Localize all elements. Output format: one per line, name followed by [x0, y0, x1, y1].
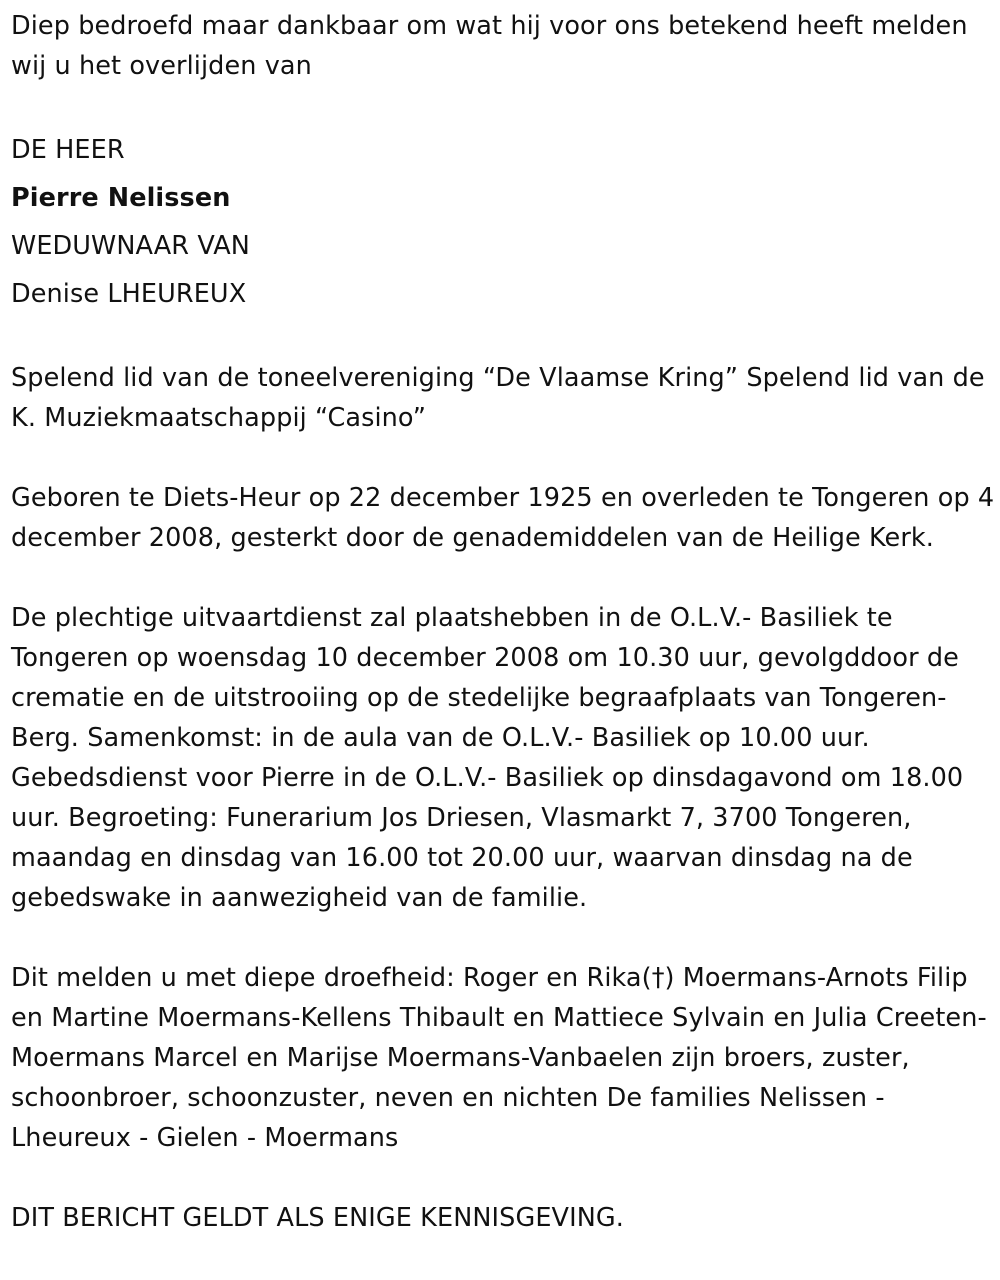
obituary-notice: [11, 6, 996, 1238]
memberships-text: Spelend lid van de toneelvereniging “De Vlaamse Kring” Spelend lid van de K. Muziekmaatschappij “Casino”: [11, 363, 985, 433]
birth-death-text: Geboren te Diets-Heur op 22 december 1925 en overleden te Tongeren op 4 december 2008, gesterkt door de genademiddelen van de Heilige Kerk.: [11, 483, 995, 553]
family-text: Dit melden u met diepe droefheid: Roger en Rika(†) Moermans-Arnots Filip en Martine Moermans-Kellens Thibault en Mattiece Sylvain en Julia Creeten-Moermans Marcel en Marijse Moermans-Vanbaelen zijn broers, zuster, schoonbroer, schoonzuster, neven en nichten De families Nelissen - Lheureux - Gielen - Moermans: [11, 963, 987, 1153]
funeral-text: De plechtige uitvaartdienst zal plaatshebben in de O.L.V.- Basiliek te Tongeren op woensdag 10 december 2008 om 10.30 uur, gevolgddoor de crematie en de uitstrooiing op de stedelijke begraafplaats van Tongeren-Berg. Samenkomst: in de aula van de O.L.V.- Basiliek op 10.00 uur. Gebedsdienst voor Pierre in de O.L.V.- Basiliek op dinsdagavond om 18.00 uur. Begroeting: Funerarium Jos Driesen, Vlasmarkt 7, 3700 Tongeren, maandag en dinsdag van 16.00 tot 20.00 uur, waarvan dinsdag na de gebedswake in aanwezigheid van de familie.: [11, 603, 964, 913]
salutation: DE HEER: [11, 135, 125, 165]
deceased-name: Pierre Nelissen: [11, 183, 231, 213]
spouse-name: Denise LHEUREUX: [11, 279, 247, 309]
widower-label: WEDUWNAAR VAN: [11, 231, 250, 261]
closing-text: DIT BERICHT GELDT ALS ENIGE KENNISGEVING.: [11, 1203, 624, 1233]
intro-text: Diep bedroefd maar dankbaar om wat hij voor ons betekend heeft melden wij u het overlijden van: [11, 11, 968, 81]
